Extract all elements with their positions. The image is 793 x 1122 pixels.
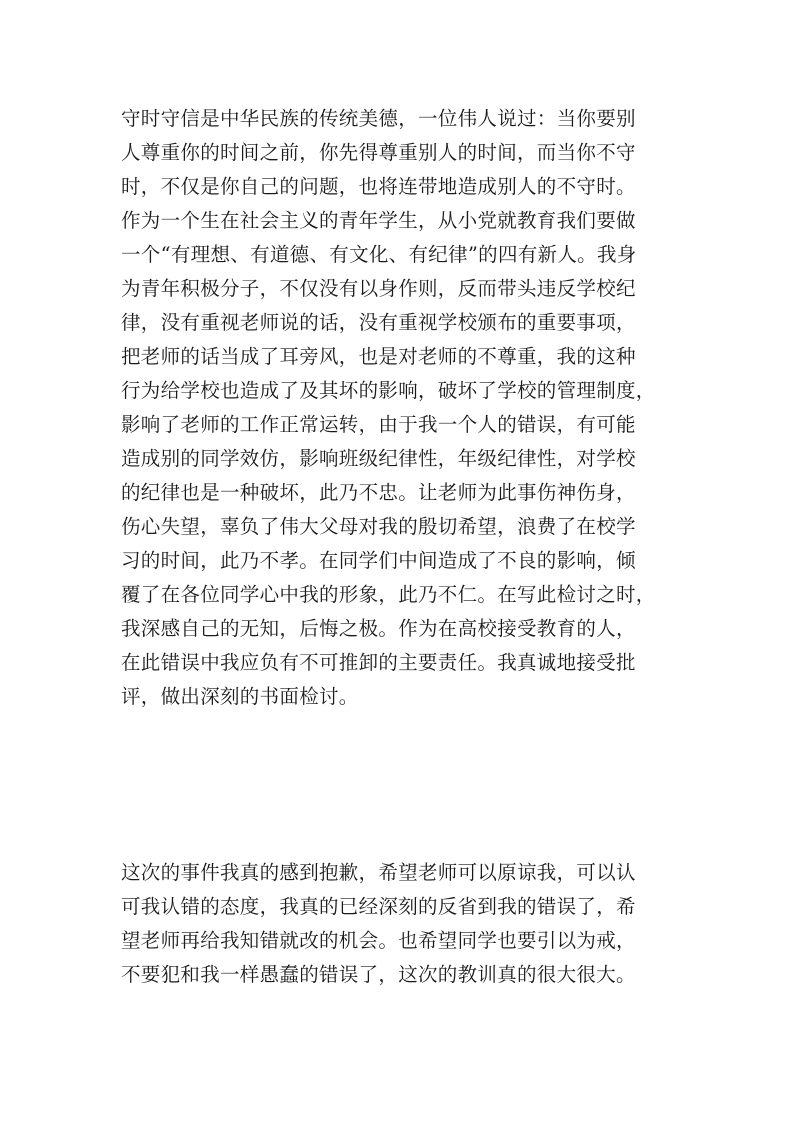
text-line: 为青年积极分子，不仅没有以身作则，反而带头违反学校纪 bbox=[121, 277, 636, 300]
text-line: 覆了在各位同学心中我的形象，此乃不仁。在写此检讨之时， bbox=[121, 583, 656, 606]
text-line: 作为一个生在社会主义的青年学生，从小党就教育我们要做 bbox=[121, 209, 636, 232]
text-line: 在此错误中我应负有不可推卸的主要责任。我真诚地接受批 bbox=[121, 651, 636, 674]
text-line: 评，做出深刻的书面检讨。 bbox=[121, 685, 359, 708]
text-line: 守时守信是中华民族的传统美德，一位伟人说过：当你要别 bbox=[121, 107, 636, 130]
paragraph-1 bbox=[121, 102, 681, 714]
text-line: 造成别的同学效仿，影响班级纪律性，年级纪律性，对学校 bbox=[121, 447, 636, 470]
text-line: 望老师再给我知错就改的机会。也希望同学也要引以为戒， bbox=[121, 929, 636, 952]
text-line: 的纪律也是一种破坏，此乃不忠。让老师为此事伤神伤身， bbox=[121, 481, 636, 504]
text-line: 行为给学校也造成了及其坏的影响，破坏了学校的管理制度， bbox=[121, 379, 656, 402]
text-line: 可我认错的态度，我真的已经深刻的反省到我的错误了，希 bbox=[121, 895, 636, 918]
text-line: 律，没有重视老师说的话，没有重视学校颁布的重要事项， bbox=[121, 311, 636, 334]
text-line: 不要犯和我一样愚蠢的错误了，这次的教训真的很大很大。 bbox=[121, 963, 636, 986]
text-line: 习的时间，此乃不孝。在同学们中间造成了不良的影响，倾 bbox=[121, 549, 636, 572]
text-line: 伤心失望，辜负了伟大父母对我的殷切希望，浪费了在校学 bbox=[121, 515, 636, 538]
text-line: 把老师的话当成了耳旁风，也是对老师的不尊重，我的这种 bbox=[121, 345, 636, 368]
text-line: 影响了老师的工作正常运转，由于我一个人的错误，有可能 bbox=[121, 413, 636, 436]
text-line: 人尊重你的时间之前，你先得尊重别人的时间，而当你不守 bbox=[121, 141, 636, 164]
text-line: 时，不仅是你自己的问题，也将连带地造成别人的不守时。 bbox=[121, 175, 636, 198]
paragraph-2 bbox=[121, 856, 681, 992]
text-line: 一个“有理想、有道德、有文化、有纪律”的四有新人。我身 bbox=[121, 243, 637, 266]
text-line: 这次的事件我真的感到抱歉，希望老师可以原谅我，可以认 bbox=[121, 861, 636, 884]
text-line: 我深感自己的无知，后悔之极。作为在高校接受教育的人， bbox=[121, 617, 636, 640]
